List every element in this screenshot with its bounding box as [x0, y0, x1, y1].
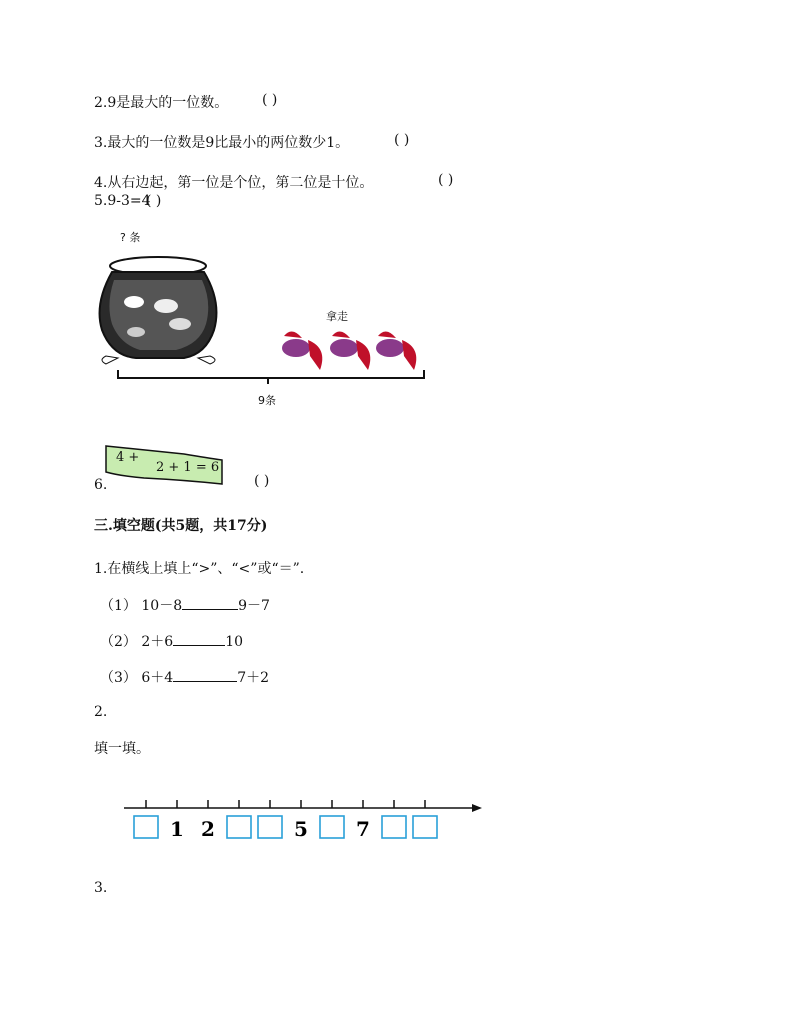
- answer-blank-3[interactable]: [173, 669, 237, 682]
- fish-icon-1: [282, 331, 322, 370]
- take-away-label: 拿走: [326, 310, 348, 323]
- answer-paren-3[interactable]: ( ): [394, 132, 410, 148]
- fish-question-label: ? 条: [120, 231, 141, 244]
- ribbon-left-text: 4 +: [116, 450, 140, 465]
- answer-paren-4[interactable]: ( ): [438, 172, 454, 188]
- fish-bowl-image: [100, 257, 217, 364]
- question-3: 3.最大的一位数是9比最小的两位数少1。: [94, 135, 350, 151]
- item-left: 2＋6: [141, 634, 174, 650]
- number-line-label: 2: [201, 817, 215, 841]
- section-heading: 三.填空题(共5题，共17分): [94, 518, 268, 534]
- total-brace: [118, 370, 424, 384]
- item-left: 6＋4: [141, 670, 174, 686]
- fill-question-2: 2.: [94, 704, 108, 720]
- item-right: 9－7: [238, 598, 270, 614]
- fill-item-1: [100, 595, 270, 615]
- item-right: 7＋2: [237, 670, 270, 686]
- number-line-label: 1: [170, 817, 184, 841]
- fill-item-2: [100, 631, 243, 651]
- answer-paren-5[interactable]: ( ): [146, 193, 162, 209]
- item-num: （2）: [100, 634, 137, 650]
- fill-item-3: [100, 667, 269, 687]
- answer-box[interactable]: [258, 816, 282, 838]
- answer-paren-6[interactable]: ( ): [254, 473, 270, 489]
- number-line: [120, 796, 490, 846]
- question-2: 2.9是最大的一位数。: [94, 95, 229, 111]
- question-4: 4.从右边起，第一位是个位，第二位是十位。: [94, 175, 374, 191]
- number-line-label: 7: [356, 817, 370, 841]
- fish-icon-2: [330, 331, 370, 370]
- answer-paren-2[interactable]: ( ): [262, 92, 278, 108]
- answer-blank-1[interactable]: [182, 597, 238, 610]
- answer-blank-2[interactable]: [173, 633, 225, 646]
- question-6-number: 6.: [94, 477, 108, 493]
- item-num: （3）: [100, 670, 137, 686]
- number-line-label: 5: [294, 817, 308, 841]
- ribbon-right-text: 2 + 1 = 6: [156, 460, 220, 475]
- answer-box[interactable]: [382, 816, 406, 838]
- fill-question-2-text: 填一填。: [94, 741, 150, 757]
- answer-box[interactable]: [227, 816, 251, 838]
- fill-question-1: 1.在横线上填上“>”、“<”或“＝”.: [94, 561, 305, 577]
- item-num: （1）: [100, 598, 137, 614]
- item-right: 10: [225, 634, 244, 650]
- question-5: 5.9-3=4: [94, 193, 151, 209]
- total-label: 9条: [258, 394, 276, 407]
- fish-icon-3: [376, 331, 416, 370]
- answer-box[interactable]: [413, 816, 437, 838]
- answer-box[interactable]: [320, 816, 344, 838]
- fill-question-3: 3.: [94, 880, 108, 896]
- item-left: 10－8: [141, 598, 183, 614]
- answer-box[interactable]: [134, 816, 158, 838]
- arrow-icon: [472, 804, 482, 812]
- fish-figure: [96, 244, 436, 414]
